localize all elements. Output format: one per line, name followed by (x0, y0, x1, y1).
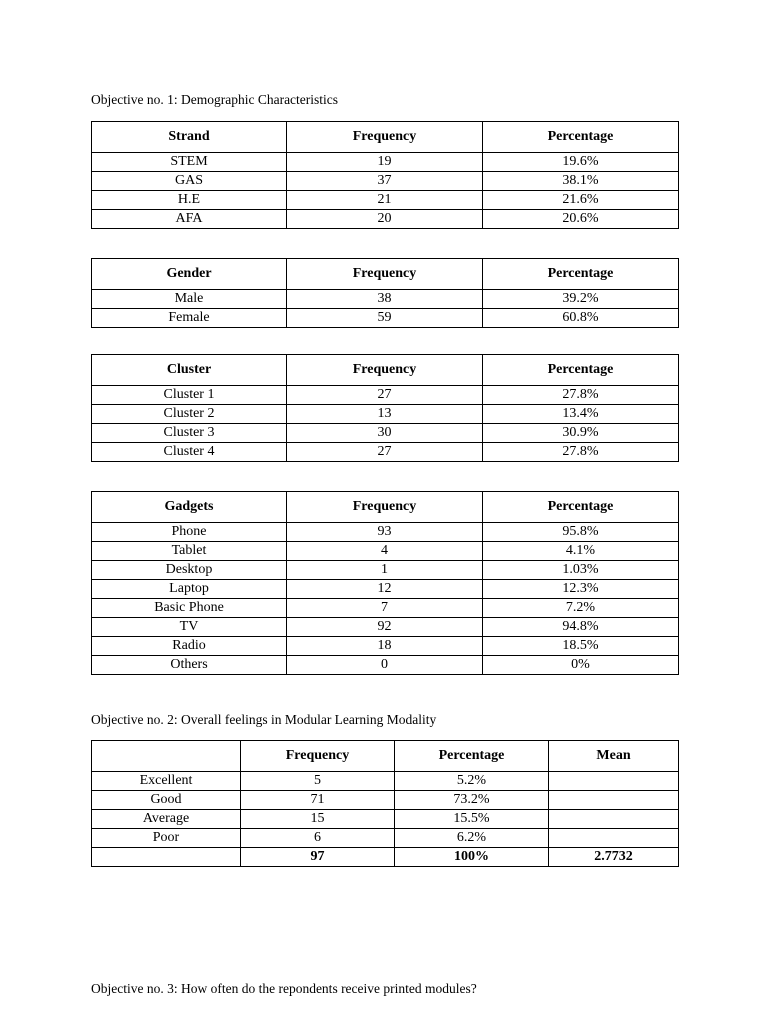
table-cell: 5.2% (395, 772, 549, 791)
table-row (92, 309, 679, 328)
mean-value: 2.7732 (549, 848, 679, 867)
table-cell: 13 (287, 405, 483, 424)
objective3-caption: Objective no. 3: How often do the repondents receive printed modules? (91, 981, 477, 996)
column-header: Frequency (287, 355, 483, 386)
table-total-row (92, 848, 679, 867)
gadgets-table (91, 491, 679, 675)
table-row (92, 386, 679, 405)
table-cell: Laptop (92, 580, 287, 599)
cluster-table (91, 354, 679, 462)
table-cell (549, 791, 679, 810)
table-cell: 7 (287, 599, 483, 618)
table-cell (549, 810, 679, 829)
table-cell: 30.9% (483, 424, 679, 443)
table-row (92, 153, 679, 172)
table-row (92, 443, 679, 462)
table-cell: Cluster 2 (92, 405, 287, 424)
table-cell: Cluster 1 (92, 386, 287, 405)
column-header: Strand (92, 122, 287, 153)
table-cell: 0 (287, 656, 483, 675)
table-cell: Cluster 3 (92, 424, 287, 443)
table-cell: 1.03% (483, 561, 679, 580)
table-cell: 18 (287, 637, 483, 656)
table-cell: Phone (92, 523, 287, 542)
table-cell: Others (92, 656, 287, 675)
table-cell: 27.8% (483, 386, 679, 405)
table-cell: 27 (287, 443, 483, 462)
table-row (92, 637, 679, 656)
table-row (92, 772, 679, 791)
table-cell (92, 848, 241, 867)
table-cell: 38.1% (483, 172, 679, 191)
table-row (92, 191, 679, 210)
table-header-row (92, 259, 679, 290)
table-cell: Poor (92, 829, 241, 848)
table-cell: 15 (241, 810, 395, 829)
table-cell (549, 829, 679, 848)
total-frequency: 97 (241, 848, 395, 867)
table-row (92, 599, 679, 618)
table-row (92, 424, 679, 443)
column-header: Percentage (483, 355, 679, 386)
column-header: Frequency (287, 259, 483, 290)
table-cell: Radio (92, 637, 287, 656)
table-row (92, 791, 679, 810)
table-cell: TV (92, 618, 287, 637)
objective2-caption: Objective no. 2: Overall feelings in Modular Learning Modality (91, 712, 437, 727)
table-cell: 71 (241, 791, 395, 810)
table-cell: Excellent (92, 772, 241, 791)
table-header-row (92, 355, 679, 386)
table-row (92, 405, 679, 424)
column-header: Percentage (483, 492, 679, 523)
table-cell: 4.1% (483, 542, 679, 561)
column-header: Frequency (287, 492, 483, 523)
table-cell: 95.8% (483, 523, 679, 542)
objective1-caption: Objective no. 1: Demographic Characteristics (91, 92, 339, 107)
table-cell: Basic Phone (92, 599, 287, 618)
table-cell: Good (92, 791, 241, 810)
table-cell: 12.3% (483, 580, 679, 599)
column-header: Frequency (287, 122, 483, 153)
table-header-row (92, 122, 679, 153)
table-cell: 38 (287, 290, 483, 309)
table-cell: 20 (287, 210, 483, 229)
table-cell: 92 (287, 618, 483, 637)
column-header: Percentage (395, 741, 549, 772)
table-cell: 6 (241, 829, 395, 848)
table-cell: 27 (287, 386, 483, 405)
table-cell: 18.5% (483, 637, 679, 656)
table-cell: 12 (287, 580, 483, 599)
table-cell: Female (92, 309, 287, 328)
table-cell: Average (92, 810, 241, 829)
table-row (92, 561, 679, 580)
table-row (92, 542, 679, 561)
table-cell: 13.4% (483, 405, 679, 424)
column-header: Mean (549, 741, 679, 772)
table-cell: 21 (287, 191, 483, 210)
table-cell: STEM (92, 153, 287, 172)
table-cell: 20.6% (483, 210, 679, 229)
table-cell: 19.6% (483, 153, 679, 172)
table-header-row (92, 492, 679, 523)
feelings-table (91, 740, 679, 867)
table-cell: GAS (92, 172, 287, 191)
table-cell: H.E (92, 191, 287, 210)
table-cell: 19 (287, 153, 483, 172)
table-cell: 27.8% (483, 443, 679, 462)
table-cell: 7.2% (483, 599, 679, 618)
strand-table (91, 121, 679, 229)
table-cell: 4 (287, 542, 483, 561)
table-row (92, 523, 679, 542)
table-cell: 94.8% (483, 618, 679, 637)
table-row (92, 290, 679, 309)
table-cell: 1 (287, 561, 483, 580)
table-cell: Cluster 4 (92, 443, 287, 462)
table-cell: AFA (92, 210, 287, 229)
column-header: Percentage (483, 259, 679, 290)
table-cell: 73.2% (395, 791, 549, 810)
table-row (92, 580, 679, 599)
table-cell: Desktop (92, 561, 287, 580)
table-row (92, 810, 679, 829)
column-header: Gadgets (92, 492, 287, 523)
column-header (92, 741, 241, 772)
column-header: Gender (92, 259, 287, 290)
table-row (92, 618, 679, 637)
table-cell: Male (92, 290, 287, 309)
column-header: Cluster (92, 355, 287, 386)
table-row (92, 656, 679, 675)
column-header: Frequency (241, 741, 395, 772)
total-percentage: 100% (395, 848, 549, 867)
table-row (92, 210, 679, 229)
table-row (92, 829, 679, 848)
gender-table (91, 258, 679, 328)
table-cell: 15.5% (395, 810, 549, 829)
table-cell: 60.8% (483, 309, 679, 328)
column-header: Percentage (483, 122, 679, 153)
table-cell: 6.2% (395, 829, 549, 848)
table-cell: 39.2% (483, 290, 679, 309)
table-cell: 93 (287, 523, 483, 542)
table-cell: 30 (287, 424, 483, 443)
table-cell: 0% (483, 656, 679, 675)
table-cell (549, 772, 679, 791)
table-header-row (92, 741, 679, 772)
table-row (92, 172, 679, 191)
table-cell: 59 (287, 309, 483, 328)
table-cell: 21.6% (483, 191, 679, 210)
table-cell: 5 (241, 772, 395, 791)
table-cell: Tablet (92, 542, 287, 561)
table-cell: 37 (287, 172, 483, 191)
